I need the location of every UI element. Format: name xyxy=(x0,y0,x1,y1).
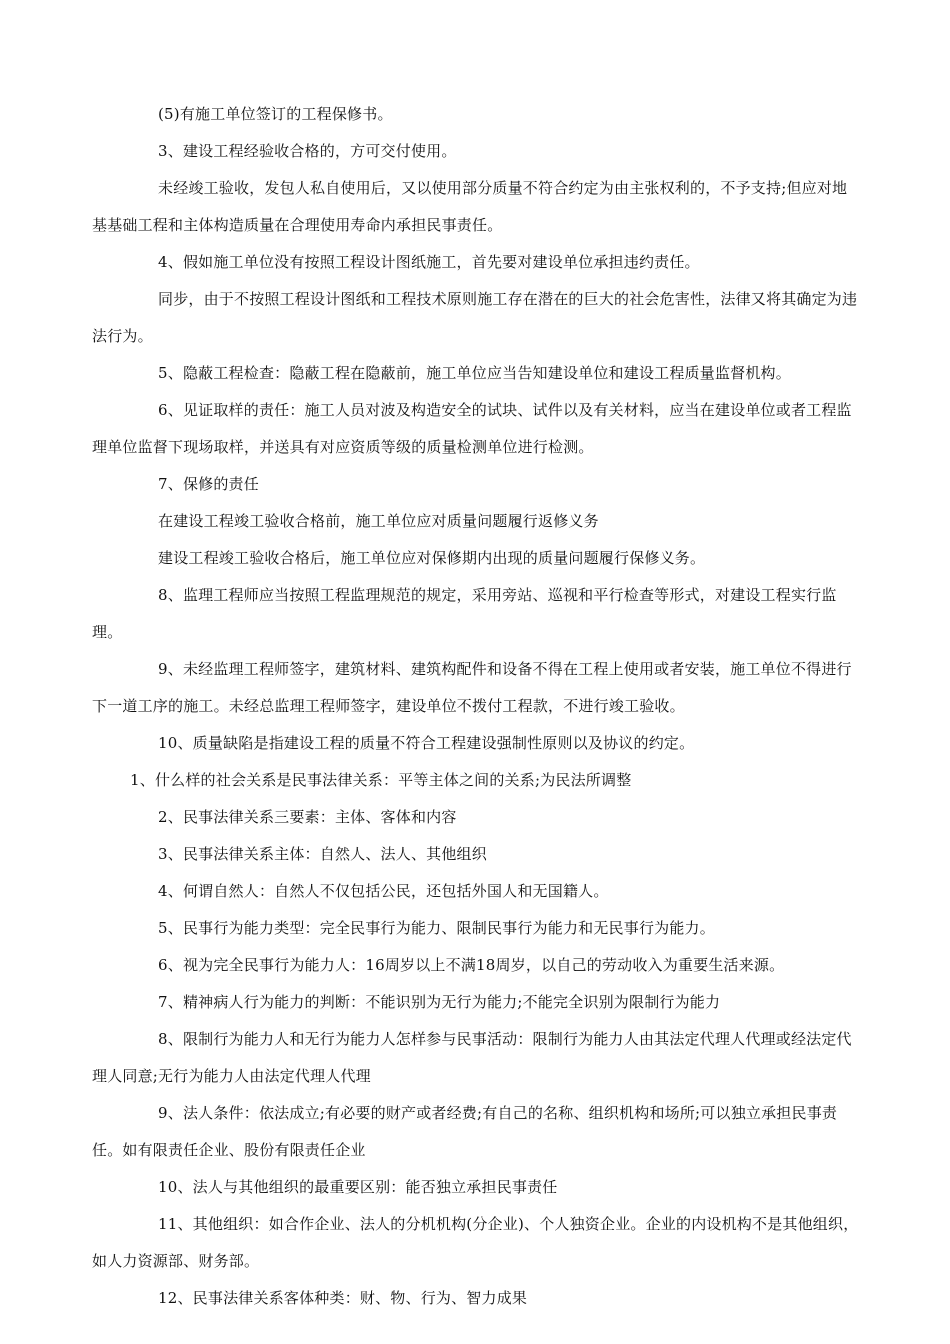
paragraph: 在建设工程竣工验收合格前，施工单位应对质量问题履行返修义务 xyxy=(158,512,599,530)
paragraph: 10、质量缺陷是指建设工程的质量不符合工程建设强制性原则以及协议的约定。 xyxy=(158,734,695,752)
paragraph: 7、精神病人行为能力的判断：不能识别为无行为能力;不能完全识别为限制行为能力 xyxy=(158,993,721,1011)
paragraph: 9、法人条件：依法成立;有必要的财产或者经费;有自己的名称、组织机构和场所;可以独立承担民事责任。如有限责任企业、股份有限责任企业 xyxy=(92,1104,838,1159)
paragraph: 建设工程竣工验收合格后，施工单位应对保修期内出现的质量问题履行保修义务。 xyxy=(158,549,706,567)
paragraph: 12、民事法律关系客体种类：财、物、行为、智力成果 xyxy=(158,1289,528,1307)
paragraph: 5、民事行为能力类型：完全民事行为能力、限制民事行为能力和无民事行为能力。 xyxy=(158,919,715,937)
paragraph: 6、视为完全民事行为能力人：16周岁以上不满18周岁，以自己的劳动收入为重要生活来源。 xyxy=(158,956,785,974)
paragraph: 11、其他组织：如合作企业、法人的分机机构(分企业)、个人独资企业。企业的内设机构不是其他组织，如人力资源部、财务部。 xyxy=(92,1215,859,1270)
paragraph: 同步，由于不按照工程设计图纸和工程技术原则施工存在潜在的巨大的社会危害性，法律又将其确定为违法行为。 xyxy=(92,290,858,345)
paragraph: 9、未经监理工程师签字，建筑材料、建筑构配件和设备不得在工程上使用或者安装，施工单位不得进行下一道工序的施工。未经总监理工程师签字，建设单位不拨付工程款，不进行竣工验收。 xyxy=(92,660,852,715)
paragraph: 3、民事法律关系主体：自然人、法人、其他组织 xyxy=(158,845,487,863)
paragraph: 8、限制行为能力人和无行为能力人怎样参与民事活动：限制行为能力人由其法定代理人代理或经法定代理人同意;无行为能力人由法定代理人代理 xyxy=(92,1030,852,1085)
paragraph: 3、建设工程经验收合格的，方可交付使用。 xyxy=(158,142,457,160)
paragraph: 4、何谓自然人：自然人不仅包括公民，还包括外国人和无国籍人。 xyxy=(158,882,609,900)
document-body xyxy=(92,96,862,1317)
paragraph: (5)有施工单位签订的工程保修书。 xyxy=(158,105,393,123)
paragraph: 未经竣工验收，发包人私自使用后，又以使用部分质量不符合约定为由主张权利的，不予支持;但应对地基基础工程和主体构造质量在合理使用寿命内承担民事责任。 xyxy=(92,179,848,234)
paragraph: 1、什么样的社会关系是民事法律关系：平等主体之间的关系;为民法所调整 xyxy=(130,771,632,789)
paragraph: 10、法人与其他组织的最重要区别：能否独立承担民事责任 xyxy=(158,1178,558,1196)
paragraph: 6、见证取样的责任：施工人员对波及构造安全的试块、试件以及有关材料，应当在建设单位或者工程监理单位监督下现场取样，并送具有对应资质等级的质量检测单位进行检测。 xyxy=(92,401,852,456)
paragraph: 7、保修的责任 xyxy=(158,475,259,493)
paragraph: 5、隐蔽工程检查：隐蔽工程在隐蔽前，施工单位应当告知建设单位和建设工程质量监督机构。 xyxy=(158,364,791,382)
paragraph: 8、监理工程师应当按照工程监理规范的规定，采用旁站、巡视和平行检查等形式，对建设工程实行监理。 xyxy=(92,586,837,641)
paragraph: 2、民事法律关系三要素：主体、客体和内容 xyxy=(158,808,457,826)
paragraph: 4、假如施工单位没有按照工程设计图纸施工，首先要对建设单位承担违约责任。 xyxy=(158,253,700,271)
